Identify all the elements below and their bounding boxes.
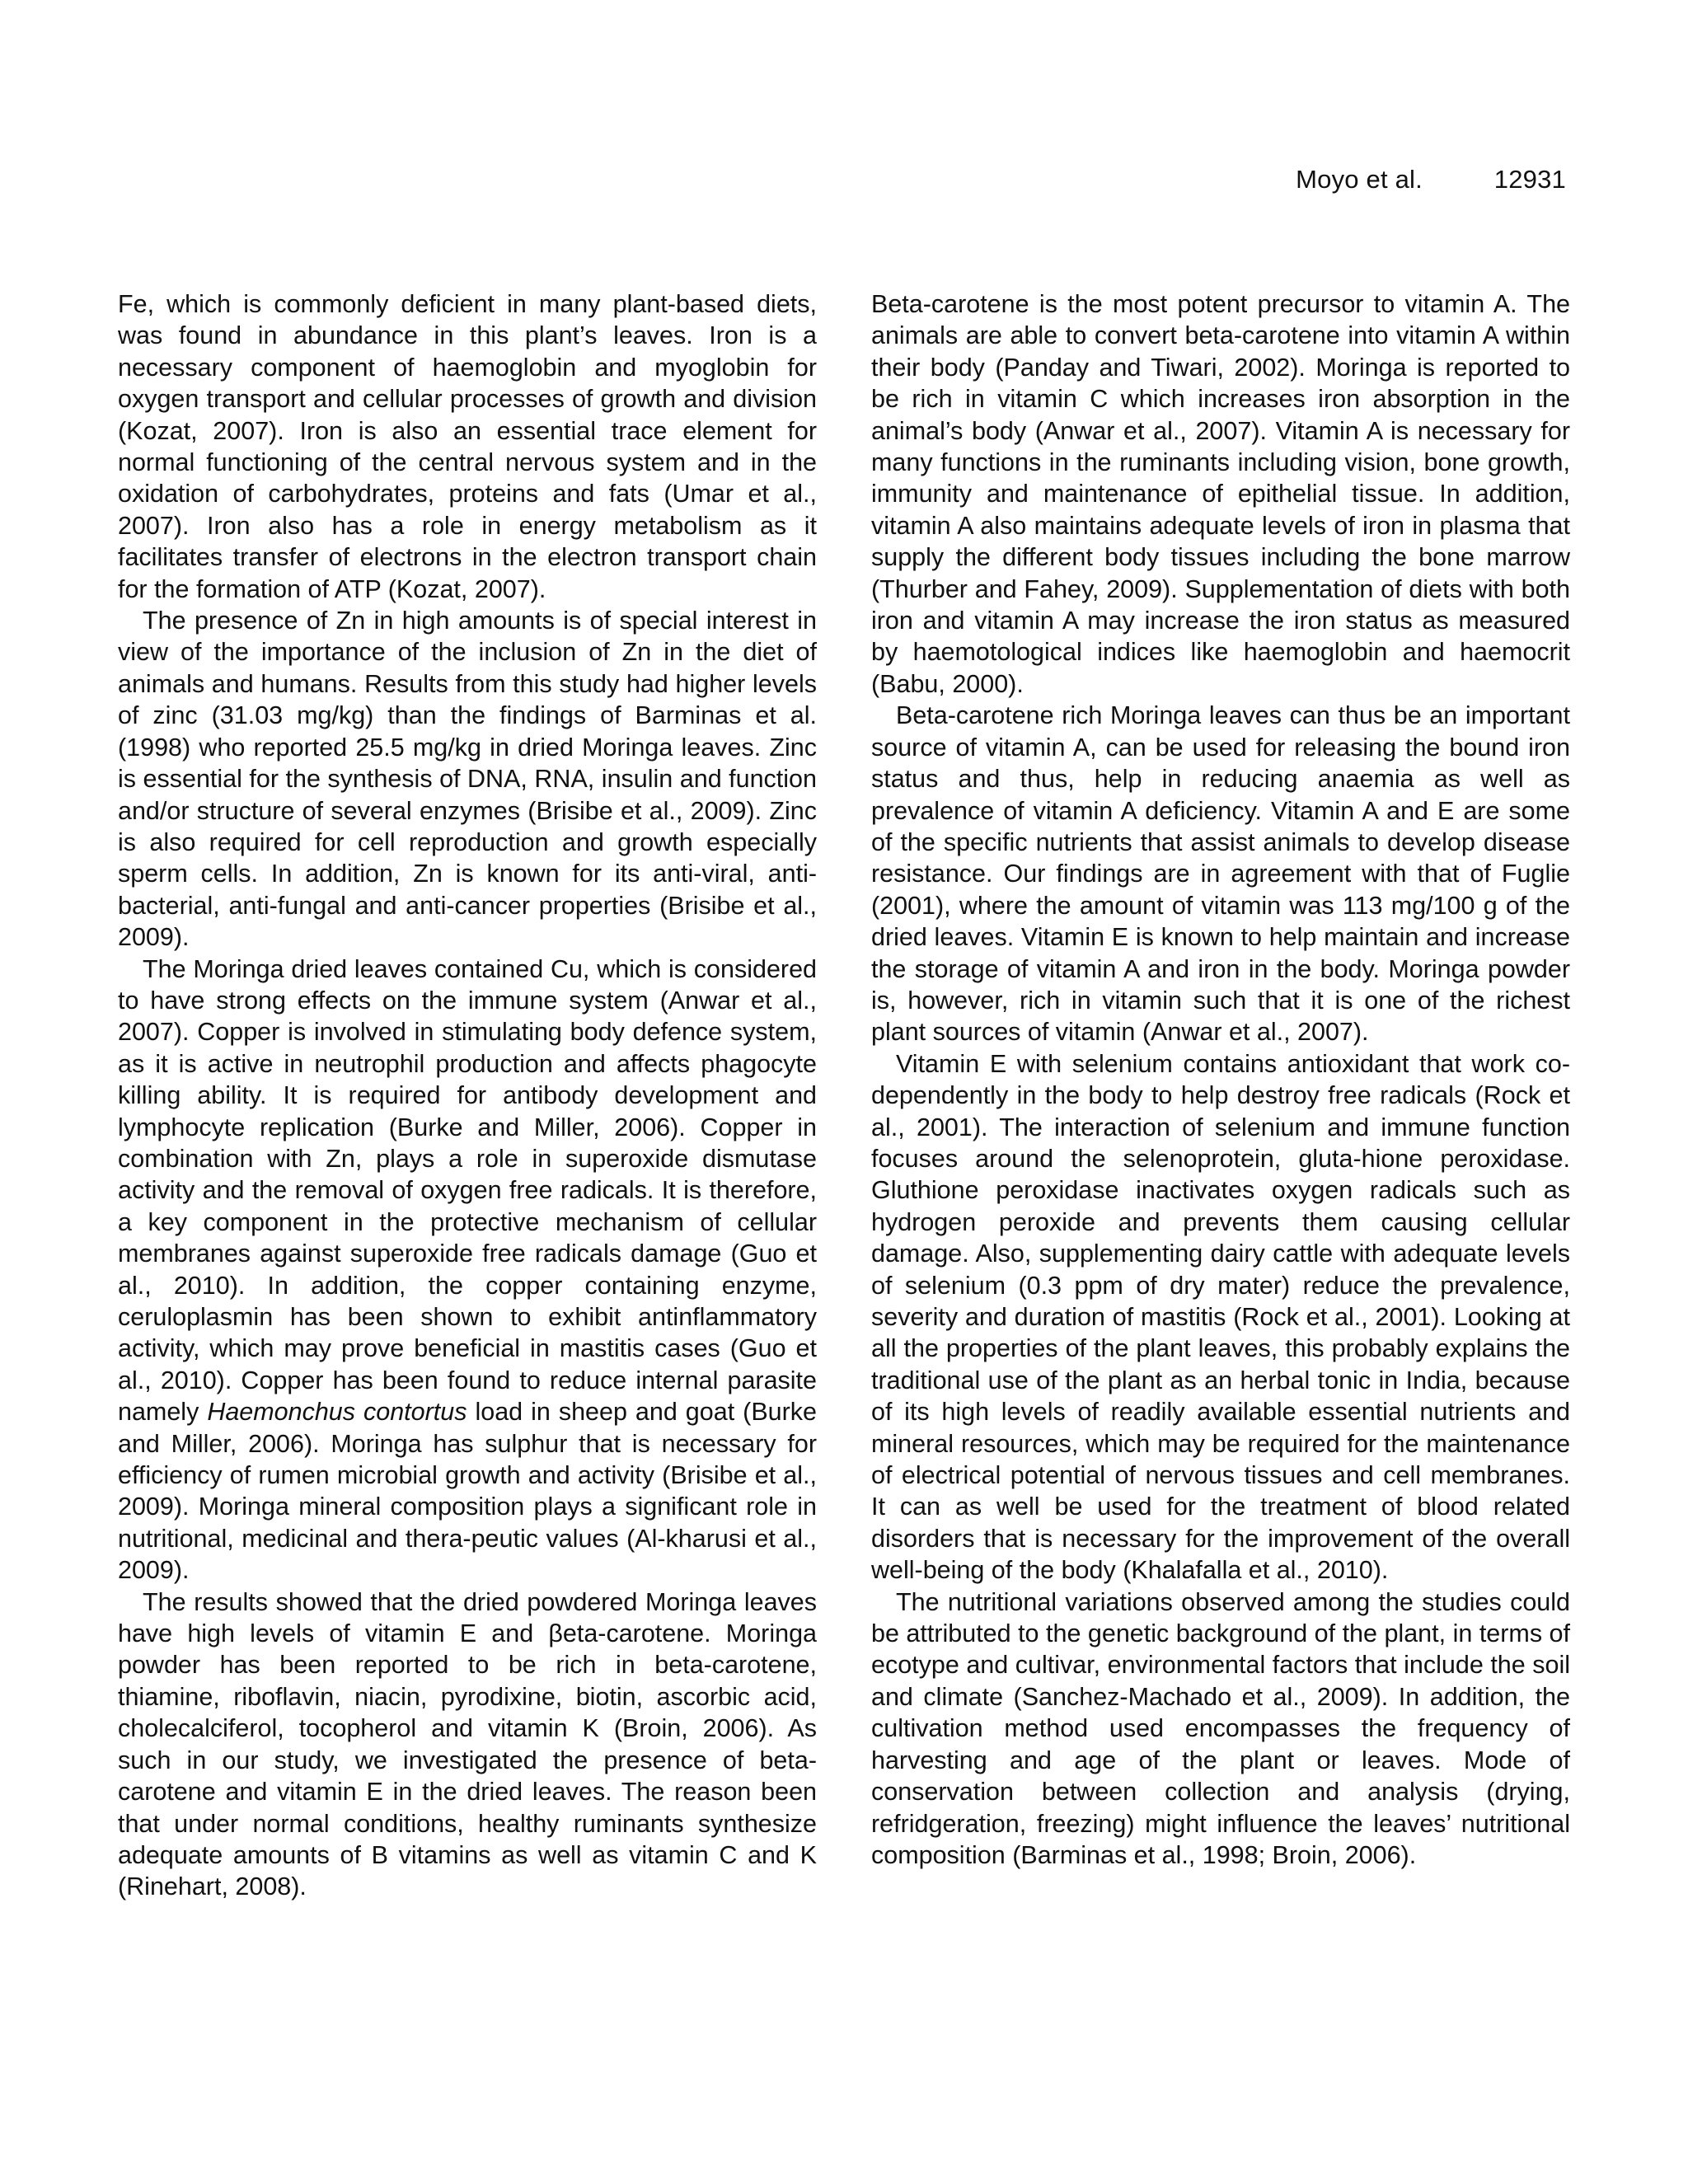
paragraph-copper — [118, 954, 817, 1586]
running-head — [1296, 165, 1566, 194]
paragraph-copper-text-1: The Moringa dried leaves contained Cu, which is considered to have strong effects on the immune system (Anwar et al., 2007). Copper is involved in stimulating body defence system, as it is active in neutrophil production and affects phagocyte killing ability. It is required for antibody development and lymphocyte replication (Burke and Miller, 2006). Copper in combination with Zn, plays a role in superoxide dismutase activity and the removal of oxygen free radicals. It is therefore, a key component in the protective mechanism of cellular membranes against superoxide free radicals damage (Guo et al., 2010). In addition, the copper containing enzyme, ceruloplasmin has been shown to exhibit antinflammatory activity, which may prove beneficial in mastitis cases (Guo et al., 2010). Copper has been found to reduce internal parasite namely — [118, 954, 817, 1427]
paragraph-copper-text-2: load in sheep and goat (Burke and Miller, 2006). Moringa has sulphur that is necessary for efficiency of rumen microbial growth and activity (Brisibe et al., 2009). Moringa mineral composition plays a significant role in nutritional, medicinal and thera-peutic values (Al-kharusi et al., 2009). — [118, 1398, 817, 1585]
left-column — [118, 288, 817, 1903]
paragraph-beta-carotene: Beta-carotene is the most potent precursor to vitamin A. The animals are able to convert beta-carotene into vitamin A within their body (Panday and Tiwari, 2002). Moringa is reported to be rich in vitamin C which increases iron absorption in the animal’s body (Anwar et al., 2007). Vitamin A is necessary for many functions in the ruminants including vision, bone growth, immunity and maintenance of epithelial tissue. In addition, vitamin A also maintains adequate levels of iron in plasma that supply the different body tissues including the bone marrow (Thurber and Fahey, 2009). Supplementation of diets with both iron and vitamin A may increase the iron status as measured by haemotological indices like haemoglobin and haemocrit (Babu, 2000). — [871, 290, 1570, 698]
running-head-authors: Moyo et al. — [1296, 165, 1423, 194]
right-column — [871, 288, 1570, 1871]
paragraph-nutritional-variation: The nutritional variations observed among the studies could be attributed to the genetic background of the plant, in terms of ecotype and cultivar, environmental factors that include the soil and climate (Sanchez-Machado et al., 2009). In addition, the cultivation method used encompasses the frequency of harvesting and age of the plant or leaves. Mode of conservation between collection and analysis (drying, refridgeration, freezing) might influence the leaves’ nutritional composition (Barminas et al., 1998; Broin, 2006). — [871, 1587, 1570, 1869]
species-name: Haemonchus contortus — [207, 1398, 467, 1427]
paragraph-selenium: Vitamin E with selenium contains antioxidant that work co-dependently in the body to help destroy free radicals (Rock et al., 2001). The interaction of selenium and immune function focuses around the selenoprotein, gluta-hione peroxidase. Gluthione peroxidase inactivates oxygen radicals such as hydrogen peroxide and prevents them causing cellular damage. Also, supplementing dairy cattle with adequate levels of selenium (0.3 ppm of dry mater) reduce the prevalence, severity and duration of mastitis (Rock et al., 2001). Looking at all the properties of the plant leaves, this probably explains the traditional use of the plant as an herbal tonic in India, because of its high levels of readily available essential nutrients and mineral resources, which may be required for the maintenance of electrical potential of nervous tissues and cell membranes. It can as well be used for the treatment of blood related disorders that is necessary for the improvement of the overall well-being of the body (Khalafalla et al., 2010). — [871, 1049, 1570, 1585]
paragraph-iron: Fe, which is commonly deficient in many plant-based diets, was found in abundance in this plant’s leaves. Iron is a necessary component of haemoglobin and myoglobin for oxygen transport and cellular processes of growth and division (Kozat, 2007). Iron is also an essential trace element for normal functioning of the central nervous system and in the oxidation of carbohydrates, proteins and fats (Umar et al., 2007). Iron also has a role in energy metabolism as it facilitates transfer of electrons in the electron transport chain for the formation of ATP (Kozat, 2007). — [118, 290, 817, 603]
page-number: 12931 — [1493, 165, 1566, 194]
paragraph-vitamin-a-e: Beta-carotene rich Moringa leaves can thus be an important source of vitamin A, can be used for releasing the bound iron status and thus, help in reducing anaemia as well as prevalence of vitamin A deficiency. Vitamin A and E are some of the specific nutrients that assist animals to develop disease resistance. Our findings are in agreement with that of Fuglie (2001), where the amount of vitamin was 113 mg/100 g of the dried leaves. Vitamin E is known to help maintain and increase the storage of vitamin A and iron in the body. Moringa powder is, however, rich in vitamin such that it is one of the richest plant sources of vitamin (Anwar et al., 2007). — [871, 701, 1570, 1047]
paragraph-zinc: The presence of Zn in high amounts is of special interest in view of the importance of the inclusion of Zn in the diet of animals and humans. Results from this study had higher levels of zinc (31.03 mg/kg) than the findings of Barminas et al. (1998) who reported 25.5 mg/kg in dried Moringa leaves. Zinc is essential for the synthesis of DNA, RNA, insulin and function and/or structure of several enzymes (Brisibe et al., 2009). Zinc is also required for cell reproduction and growth especially sperm cells. In addition, Zn is known for its anti-viral, anti-bacterial, anti-fungal and anti-cancer properties (Brisibe et al., 2009). — [118, 607, 817, 952]
paragraph-vitamins: The results showed that the dried powdered Moringa leaves have high levels of vitamin E and βeta-carotene. Moringa powder has been reported to be rich in beta-carotene, thiamine, riboflavin, niacin, pyrodixine, biotin, ascorbic acid, cholecalciferol, tocopherol and vitamin K (Broin, 2006). As such in our study, we investigated the presence of beta-carotene and vitamin E in the dried leaves. The reason been that under normal conditions, healthy ruminants synthesize adequate amounts of B vitamins as well as vitamin C and K (Rinehart, 2008). — [118, 1587, 817, 1901]
